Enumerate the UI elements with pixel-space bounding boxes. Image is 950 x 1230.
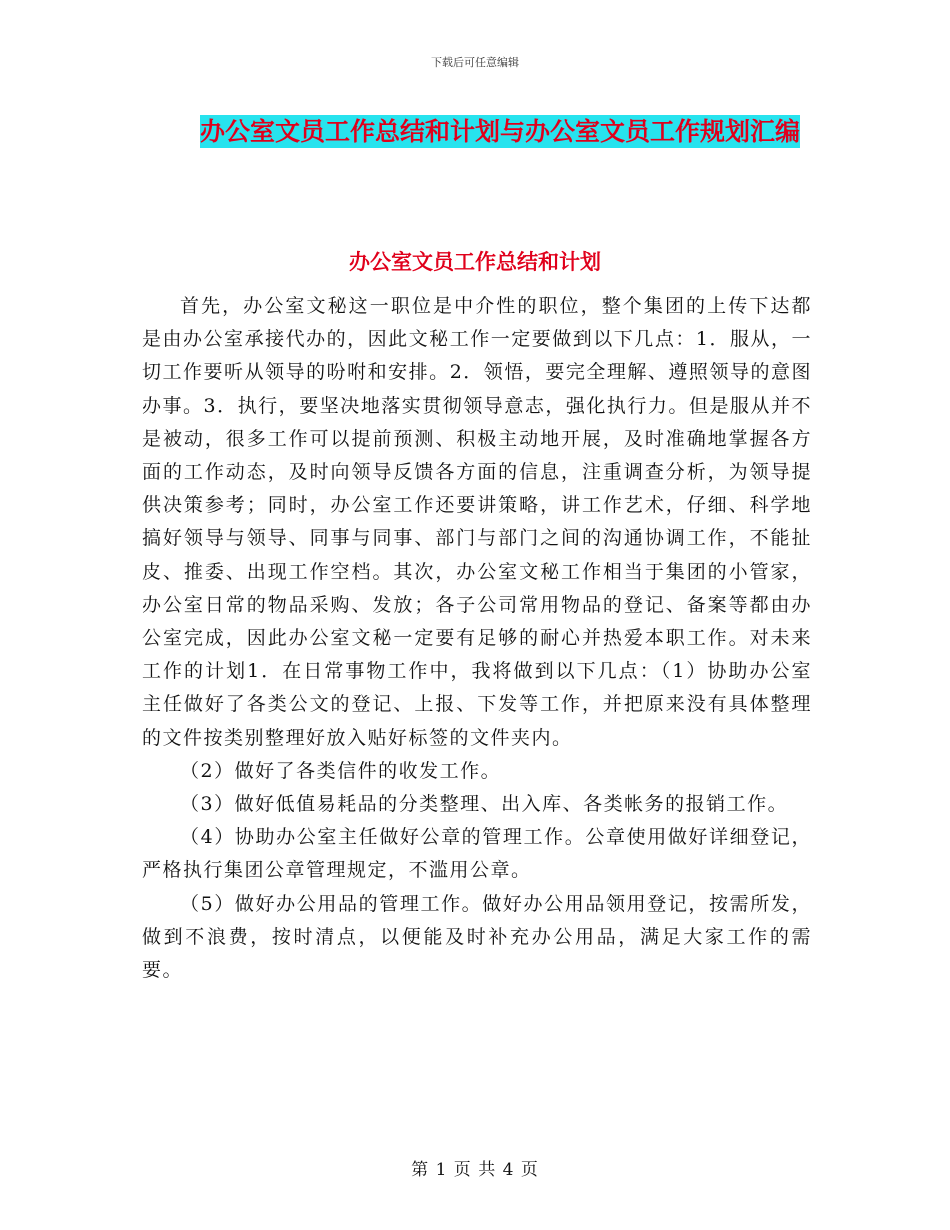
page-footer: 第 1 页 共 4 页 (411, 1160, 539, 1180)
document-body (142, 290, 812, 987)
header-note: 下载后可任意编辑 (431, 56, 519, 69)
document-title-text: 办公室文员工作总结和计划与办公室文员工作规划汇编 (199, 117, 800, 146)
document-title (190, 110, 810, 154)
paragraph: （3）做好低值易耗品的分类整理、出入库、各类帐务的报销工作。 (180, 793, 789, 816)
paragraph: （5）做好办公用品的管理工作。做好办公用品领用登记，按需所发，做到不浪费，按时清点，以便能及时补充办公用品，满足大家工作的需要。 (142, 892, 812, 982)
section-title: 办公室文员工作总结和计划 (349, 250, 601, 274)
paragraph: （2）做好了各类信件的收发工作。 (180, 759, 502, 782)
paragraph: 首先，办公室文秘这一职位是中介性的职位，整个集团的上传下达都是由办公室承接代办的，因此文秘工作一定要做到以下几点：1．服从，一切工作要听从领导的吩咐和安排。2．领悟，要完全理解、遵照领导的意图办事。3．执行，要坚决地落实贯彻领导意志，强化执行力。但是服从并不是被动，很多工作可以提前预测、积极主动地开展，及时准确地掌握各方面的工作动态，及时向领导反馈各方面的信息，注重调查分析，为领导提供决策参考；同时，办公室工作还要讲策略，讲工作艺术，仔细、科学地搞好领导与领导、同事与同事、部门与部门之间的沟通协调工作，不能扯皮、推委、出现工作空档。其次，办公室文秘工作相当于集团的小管家，办公室日常的物品采购、发放；各子公司常用物品的登记、备案等都由办公室完成，因此办公室文秘一定要有足够的耐心并热爱本职工作。对未来工作的计划1．在日常事物工作中，我将做到以下几点：（1）协助办公室主任做好了各类公文的登记、上报、下发等工作，并把原来没有具体整理的文件按类别整理好放入贴好标签的文件夹内。 (142, 295, 812, 749)
paragraph: （4）协助办公室主任做好公章的管理工作。公章使用做好详细登记，严格执行集团公章管理规定，不滥用公章。 (142, 826, 812, 882)
